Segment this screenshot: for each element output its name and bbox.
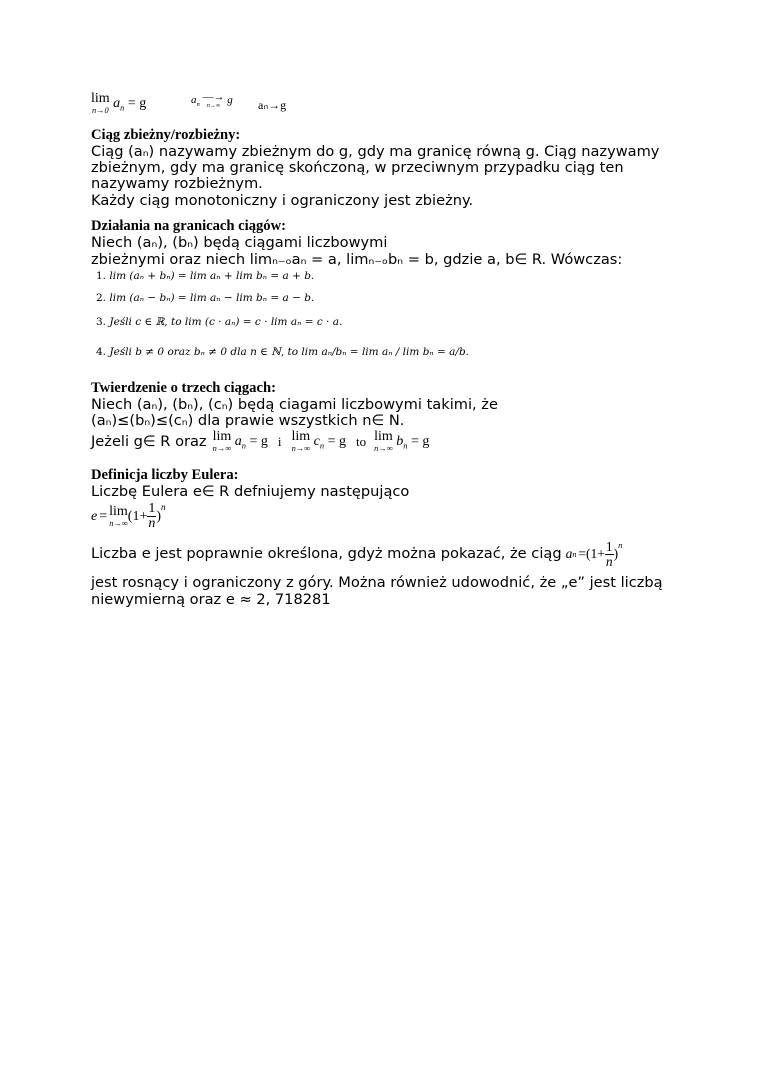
euler-formula xyxy=(91,502,166,531)
paragraph-line: Niech (aₙ), (bₙ) będą ciągami liczbowymi xyxy=(91,234,388,251)
paragraph-line: zbieżnymi oraz niech limₙ₋ₒaₙ = a, limₙ₋ₒbₙ = b, gdzie a, b∈ R. Wówczas: xyxy=(91,251,623,268)
paren-close: ) xyxy=(156,508,162,524)
lim-expression: c xyxy=(313,433,320,449)
lim-expression-sub: n xyxy=(319,441,325,451)
paragraph-line: Liczbę Eulera e∈ R defniujemy następująco xyxy=(91,483,410,500)
conjunction-i: i xyxy=(277,433,282,449)
lim-expression: a xyxy=(113,95,121,111)
lim-subscript: n→∞ xyxy=(109,518,128,528)
seq-eq: =(1+ xyxy=(578,546,605,561)
list-item xyxy=(96,346,469,358)
equals: = xyxy=(99,508,108,524)
limit-c xyxy=(292,430,346,453)
list-item-number: 4. xyxy=(96,346,107,358)
lim-rhs: = g xyxy=(410,433,430,449)
fraction-denominator: n xyxy=(605,553,613,569)
fraction-numerator: 1 xyxy=(148,501,156,516)
lim-rhs: = g xyxy=(249,433,268,449)
list-item-number: 1. xyxy=(96,270,107,282)
arrow-formula xyxy=(191,92,233,109)
section-heading-convergence: Ciąg zbieżny/rozbieżny: xyxy=(91,127,241,143)
sequence-line xyxy=(91,540,623,568)
lim-expression: b xyxy=(396,433,404,449)
lim-label: lim xyxy=(212,429,232,444)
conjunction-to: to xyxy=(355,433,367,449)
lim-subscript: n→∞ xyxy=(374,444,393,453)
lim-rhs: = g xyxy=(127,95,147,111)
fraction-denominator: n xyxy=(148,516,156,531)
fraction-numerator: 1 xyxy=(605,539,613,554)
paragraph-line: jest rosnący i ograniczony z góry. Można również udowodnić, że „e” jest liczbą xyxy=(91,574,663,591)
lim-expression: a xyxy=(234,433,242,449)
plain-convergence: aₙ→g xyxy=(258,98,287,112)
list-item xyxy=(96,292,314,304)
paragraph-line: nazywamy rozbieżnym. xyxy=(91,175,263,192)
paragraph-line: Ciąg (aₙ) nazywamy zbieżnym do g, gdy ma granicę równą g. Ciąg nazywamy xyxy=(91,143,660,160)
list-item xyxy=(96,270,314,282)
lim-expression-sub: n xyxy=(403,441,408,451)
arrow-lhs: a xyxy=(191,94,197,107)
paragraph-text: Liczba e jest poprawnie określona, gdyż można pokazać, że ciąg xyxy=(91,545,562,562)
exponent: n xyxy=(161,502,166,512)
lim-label: lim xyxy=(374,429,393,444)
paragraph-line: Niech (aₙ), (bₙ), (cₙ) będą ciagami liczbowymi takimi, że xyxy=(91,396,498,413)
lim-label: lim xyxy=(109,503,128,519)
paragraph-line: zbieżnym, gdy ma granicę skończoną, w przeciwnym przypadku ciąg ten xyxy=(91,159,624,176)
list-item-text: Jeśli c ∈ ℝ, to lim (c · aₙ) = c · lim aₙ = c · a. xyxy=(109,316,343,328)
lim-expression-sub: n xyxy=(241,441,246,451)
lim-subscript: n→∞ xyxy=(291,444,311,453)
arrow-icon: —→ xyxy=(202,91,225,103)
section-heading-euler: Definicja liczby Eulera: xyxy=(91,467,239,483)
section-heading-squeeze: Twierdzenie o trzech ciągach: xyxy=(91,380,276,396)
lim-subscript: n→0 xyxy=(91,106,109,115)
lim-label: lim xyxy=(291,429,311,444)
lim-expression-sub: n xyxy=(120,103,125,113)
euler-e: e xyxy=(91,508,98,524)
paragraph-line: (aₙ)≤(bₙ)≤(cₙ) dla prawie wszystkich n∈ N. xyxy=(91,412,405,429)
paren-open: (1+ xyxy=(127,508,148,524)
arrow-rhs: g xyxy=(227,94,233,107)
sequence-formula xyxy=(566,540,623,568)
paragraph-line: niewymierną oraz e ≈ 2, 718281 xyxy=(91,591,331,608)
limit-formula xyxy=(91,92,146,115)
seq-sub: n xyxy=(572,549,577,559)
section-heading-operations: Działania na granicach ciągów: xyxy=(91,218,286,234)
exponent: n xyxy=(618,540,623,550)
seq-a: a xyxy=(565,546,573,561)
list-item xyxy=(96,316,342,328)
paragraph-line: Każdy ciąg monotoniczny i ograniczony jest zbieżny. xyxy=(91,192,474,209)
arrow-lhs-sub: n xyxy=(196,101,200,109)
arrow-subscript: n→∞ xyxy=(206,103,221,109)
lim-rhs: = g xyxy=(327,433,346,449)
lim-subscript: n→∞ xyxy=(212,444,232,453)
lim-label: lim xyxy=(91,91,110,106)
limit-b xyxy=(374,430,429,453)
list-item-text: lim (aₙ − bₙ) = lim aₙ − lim bₙ = a − b. xyxy=(109,292,315,304)
limit-a xyxy=(213,430,268,453)
list-item-number: 2. xyxy=(96,292,107,304)
paragraph-text: Jeżeli g∈ R oraz xyxy=(91,432,207,450)
paren-close: ) xyxy=(613,546,619,561)
list-item-number: 3. xyxy=(96,316,107,328)
list-item-text: Jeśli b ≠ 0 oraz bₙ ≠ 0 dla n ∈ ℕ, to lim aₙ/bₙ = lim aₙ / lim bₙ = a/b. xyxy=(109,346,469,358)
squeeze-condition xyxy=(91,430,429,453)
list-item-text: lim (aₙ + bₙ) = lim aₙ + lim bₙ = a + b. xyxy=(109,270,315,282)
